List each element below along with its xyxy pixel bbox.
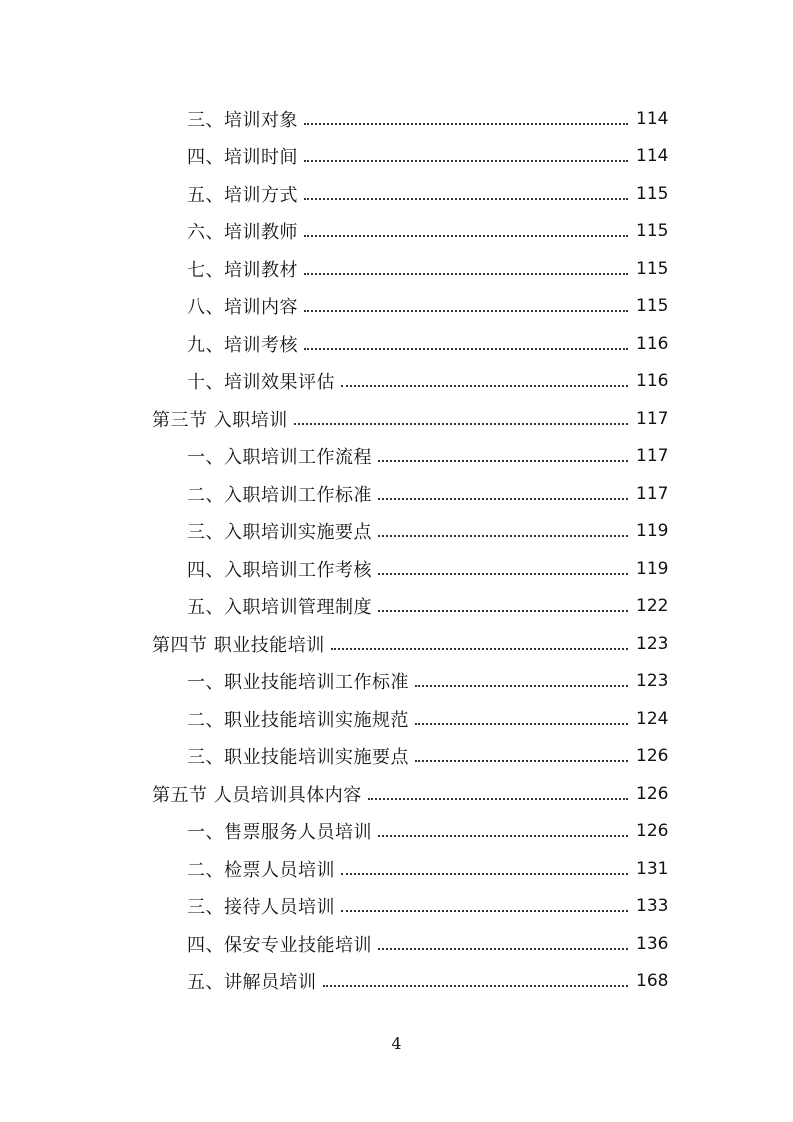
toc-entry-page: 115 [636, 296, 669, 317]
toc-section-entry[interactable] [0, 775, 793, 813]
toc-entry-page: 126 [636, 746, 669, 767]
dot-leader [341, 367, 628, 387]
toc-entry-page: 114 [636, 108, 669, 129]
toc-entry-page: 124 [636, 708, 669, 729]
toc-entry[interactable] [0, 288, 793, 326]
toc-entry[interactable] [0, 100, 793, 138]
dot-leader [304, 105, 628, 125]
toc-entry[interactable] [0, 175, 793, 213]
dot-leader [378, 592, 628, 612]
dot-leader [341, 892, 628, 912]
toc-entry[interactable] [0, 963, 793, 1001]
toc-section-title: 第四节 职业技能培训 [152, 634, 325, 656]
toc-entry-page: 123 [636, 671, 669, 692]
dot-leader [415, 667, 628, 687]
toc-entry-title: 二、检票人员培训 [187, 859, 335, 881]
toc-entry-page: 116 [636, 333, 669, 354]
toc-entry[interactable] [0, 813, 793, 851]
toc-entry-title: 四、培训时间 [187, 147, 298, 169]
dot-leader [415, 742, 628, 762]
toc-entry-title: 五、入职培训管理制度 [187, 597, 372, 619]
toc-entry-title: 一、职业技能培训工作标准 [187, 672, 409, 694]
toc-entry[interactable] [0, 663, 793, 701]
toc-entry-page: 126 [636, 821, 669, 842]
toc-entry[interactable] [0, 550, 793, 588]
toc-entry-title: 九、培训考核 [187, 334, 298, 356]
toc-entry-page: 117 [636, 408, 669, 429]
toc-entry-page: 115 [636, 258, 669, 279]
dot-leader [415, 705, 628, 725]
toc-entry-title: 二、入职培训工作标准 [187, 484, 372, 506]
dot-leader [378, 930, 628, 950]
toc-entry[interactable] [0, 138, 793, 176]
toc-entry-page: 115 [636, 183, 669, 204]
dot-leader [378, 442, 628, 462]
toc-entry-title: 四、入职培训工作考核 [187, 559, 372, 581]
toc-entry[interactable] [0, 213, 793, 251]
toc-section-entry[interactable] [0, 400, 793, 438]
toc-entry-title: 三、职业技能培训实施要点 [187, 747, 409, 769]
toc-entry-page: 122 [636, 596, 669, 617]
toc-entry-page: 119 [636, 558, 669, 579]
dot-leader [304, 180, 628, 200]
toc-section-entry[interactable] [0, 625, 793, 663]
toc-entry-page: 116 [636, 371, 669, 392]
toc-entry[interactable] [0, 925, 793, 963]
toc-entry[interactable] [0, 700, 793, 738]
page-number: 4 [391, 1034, 402, 1053]
toc-entry-title: 二、职业技能培训实施规范 [187, 709, 409, 731]
toc-entry-page: 114 [636, 146, 669, 167]
toc-entry-page: 119 [636, 521, 669, 542]
toc-entry[interactable] [0, 738, 793, 776]
dot-leader [368, 780, 628, 800]
dot-leader [304, 330, 628, 350]
toc-entry[interactable] [0, 363, 793, 401]
toc-entry-title: 一、售票服务人员培训 [187, 822, 372, 844]
toc-entry[interactable] [0, 325, 793, 363]
toc-entry[interactable] [0, 513, 793, 551]
toc-entry-page: 131 [636, 858, 669, 879]
dot-leader [331, 630, 628, 650]
toc-entry[interactable] [0, 250, 793, 288]
toc-entry-title: 一、入职培训工作流程 [187, 447, 372, 469]
toc-entry-title: 五、培训方式 [187, 184, 298, 206]
toc-entry-title: 三、入职培训实施要点 [187, 522, 372, 544]
toc-entry[interactable] [0, 438, 793, 476]
dot-leader [341, 855, 628, 875]
toc-entry-title: 十、培训效果评估 [187, 372, 335, 394]
toc-entry-page: 168 [636, 971, 669, 992]
dot-leader [304, 292, 628, 312]
toc-section-title: 第五节 人员培训具体内容 [152, 784, 362, 806]
toc-entry[interactable] [0, 850, 793, 888]
dot-leader [378, 517, 628, 537]
toc-entry-page: 133 [636, 896, 669, 917]
table-of-contents [0, 100, 793, 1000]
dot-leader [378, 480, 628, 500]
toc-entry-page: 117 [636, 483, 669, 504]
toc-entry-page: 123 [636, 633, 669, 654]
toc-entry-title: 七、培训教材 [187, 259, 298, 281]
dot-leader [304, 142, 628, 162]
toc-entry[interactable] [0, 588, 793, 626]
toc-entry-page: 136 [636, 933, 669, 954]
toc-section-title: 第三节 入职培训 [152, 409, 288, 431]
toc-entry-title: 六、培训教师 [187, 222, 298, 244]
toc-entry-page: 115 [636, 221, 669, 242]
dot-leader [378, 817, 628, 837]
toc-entry-title: 三、培训对象 [187, 109, 298, 131]
toc-entry-title: 四、保安专业技能培训 [187, 934, 372, 956]
toc-entry-title: 五、讲解员培训 [187, 972, 317, 994]
toc-entry-page: 126 [636, 783, 669, 804]
toc-entry-title: 三、接待人员培训 [187, 897, 335, 919]
dot-leader [323, 967, 629, 987]
toc-entry-page: 117 [636, 446, 669, 467]
toc-entry-title: 八、培训内容 [187, 297, 298, 319]
dot-leader [294, 405, 628, 425]
toc-entry[interactable] [0, 888, 793, 926]
toc-entry[interactable] [0, 475, 793, 513]
dot-leader [304, 217, 628, 237]
dot-leader [378, 555, 628, 575]
dot-leader [304, 255, 628, 275]
